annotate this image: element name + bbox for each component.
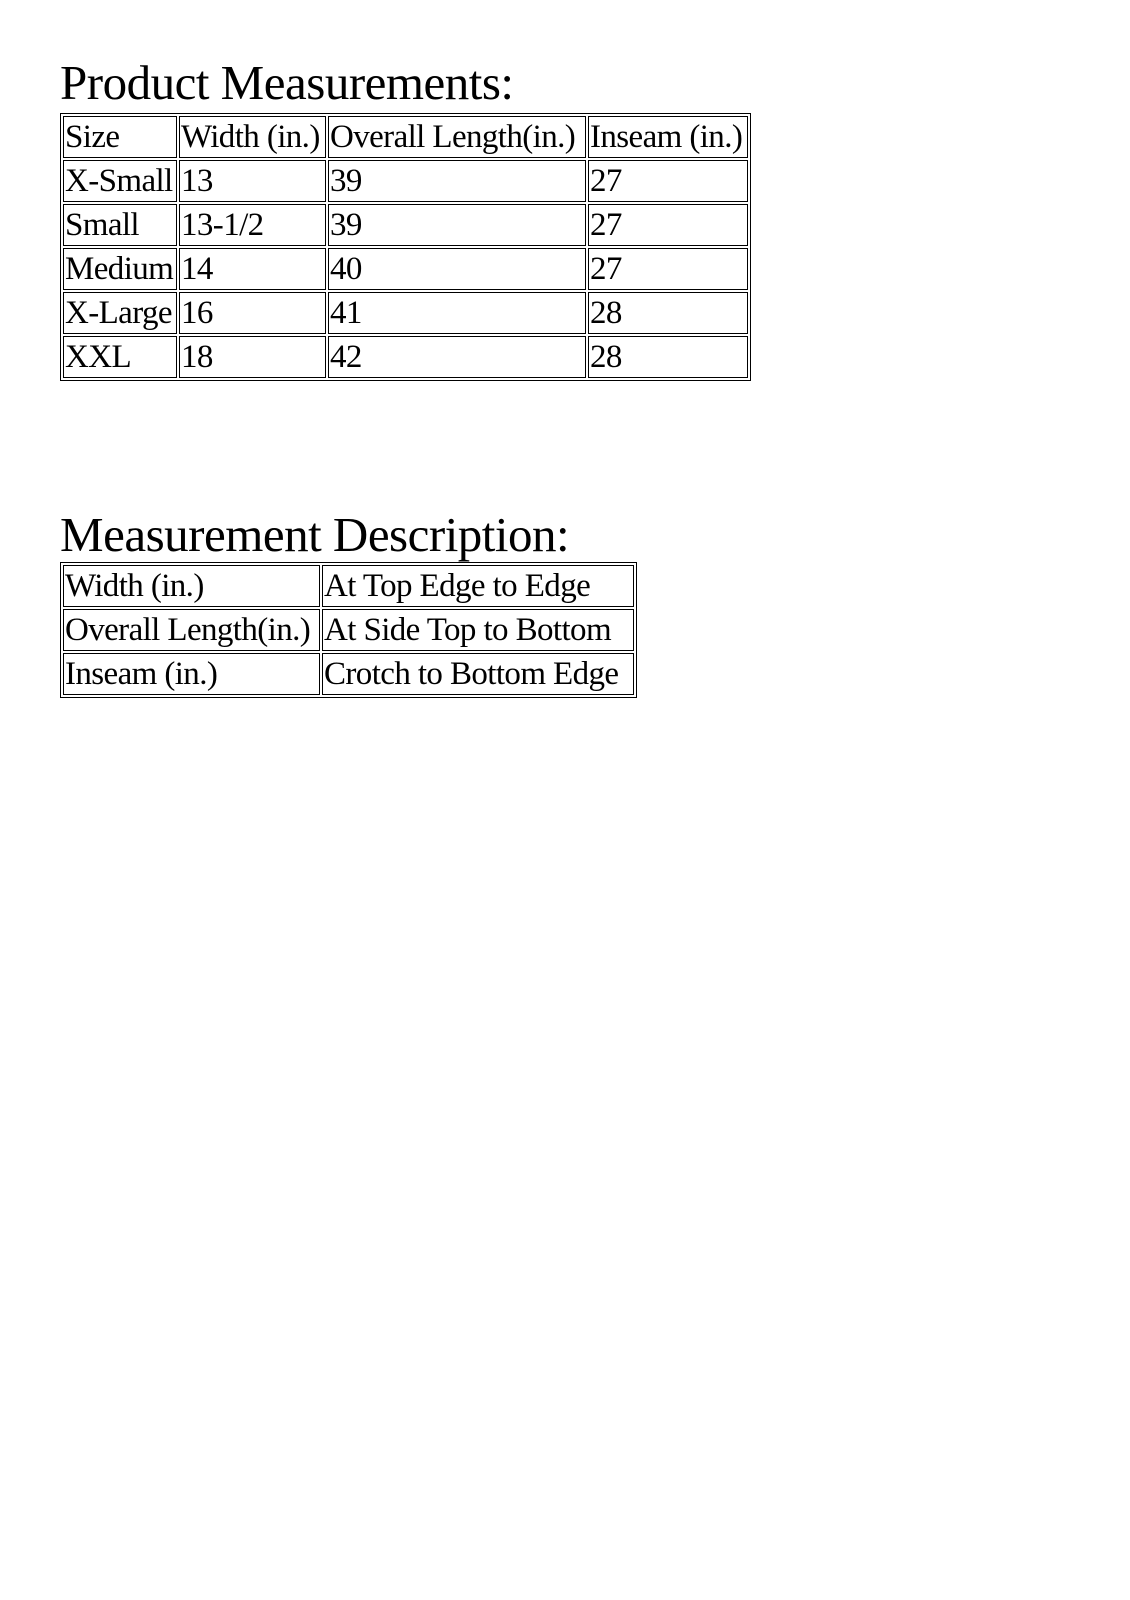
cell-size: X-Large	[63, 292, 177, 334]
cell-size: X-Small	[63, 160, 177, 202]
cell-inseam: 27	[588, 248, 748, 290]
cell-inseam: 28	[588, 336, 748, 378]
table-row	[63, 204, 748, 246]
measurement-description-heading: Measurement Description:	[60, 507, 570, 562]
table-row	[63, 248, 748, 290]
cell-overall-length: 41	[328, 292, 586, 334]
product-measurements-table	[60, 113, 751, 381]
table-row	[63, 336, 748, 378]
cell-measurement: Inseam (in.)	[63, 653, 320, 695]
cell-width: 13-1/2	[179, 204, 326, 246]
product-measurements-heading: Product Measurements:	[60, 55, 514, 110]
table-row	[63, 292, 748, 334]
cell-width: 13	[179, 160, 326, 202]
table-header-row	[63, 116, 748, 158]
header-inseam: Inseam (in.)	[588, 116, 748, 158]
cell-overall-length: 39	[328, 204, 586, 246]
cell-measurement: Overall Length(in.)	[63, 609, 320, 651]
cell-inseam: 27	[588, 160, 748, 202]
cell-overall-length: 40	[328, 248, 586, 290]
cell-description: At Top Edge to Edge	[322, 565, 634, 607]
cell-size: XXL	[63, 336, 177, 378]
cell-measurement: Width (in.)	[63, 565, 320, 607]
header-overall-length: Overall Length(in.)	[328, 116, 586, 158]
header-size: Size	[63, 116, 177, 158]
cell-inseam: 27	[588, 204, 748, 246]
cell-inseam: 28	[588, 292, 748, 334]
table-row	[63, 160, 748, 202]
cell-description: At Side Top to Bottom	[322, 609, 634, 651]
measurement-description-table	[60, 562, 637, 698]
cell-size: Small	[63, 204, 177, 246]
cell-size: Medium	[63, 248, 177, 290]
cell-overall-length: 39	[328, 160, 586, 202]
header-width: Width (in.)	[179, 116, 326, 158]
cell-width: 18	[179, 336, 326, 378]
cell-width: 16	[179, 292, 326, 334]
cell-width: 14	[179, 248, 326, 290]
table-row	[63, 653, 634, 695]
cell-description: Crotch to Bottom Edge	[322, 653, 634, 695]
table-row	[63, 609, 634, 651]
cell-overall-length: 42	[328, 336, 586, 378]
table-row	[63, 565, 634, 607]
